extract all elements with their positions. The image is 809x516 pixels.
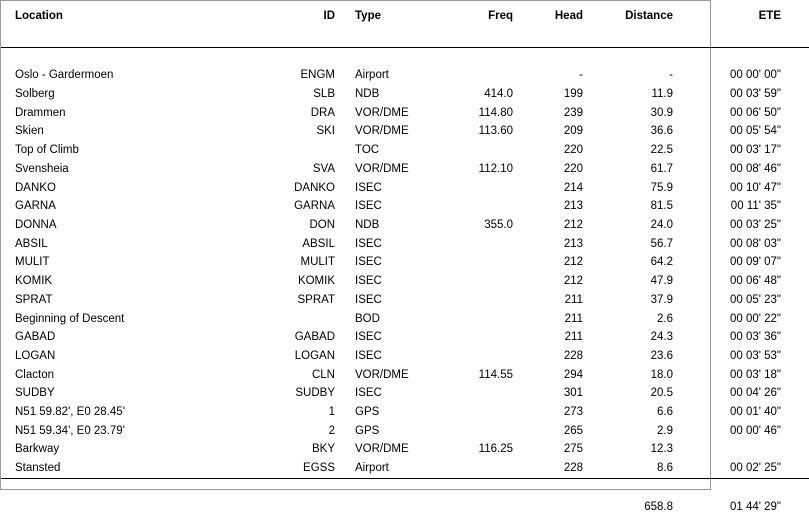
cell-head: 220 xyxy=(563,144,583,157)
table-row[interactable] xyxy=(1,85,809,104)
cell-freq xyxy=(439,235,521,254)
column-header-head: Head xyxy=(554,10,583,22)
cell-id: ENGM xyxy=(300,69,335,82)
cell-location: KOMIK xyxy=(15,275,53,288)
cell-location: MULIT xyxy=(15,256,50,269)
totals-location xyxy=(1,498,261,516)
cell-freq xyxy=(439,291,521,310)
totals-row xyxy=(1,498,809,516)
cell-location: Beginning of Descent xyxy=(15,312,125,325)
cell-distance: 30.9 xyxy=(650,106,673,119)
cell-ete: 00 05' 54" xyxy=(729,125,781,138)
cell-type: ISEC xyxy=(355,256,382,269)
table-row[interactable] xyxy=(1,160,809,179)
cell-freq xyxy=(439,253,521,272)
table-row[interactable] xyxy=(1,384,809,403)
cell-ete: 00 08' 03" xyxy=(729,237,781,250)
table-row[interactable] xyxy=(1,235,809,254)
cell-ete: 00 00' 46" xyxy=(729,424,781,437)
table-row[interactable] xyxy=(1,122,809,141)
table-row[interactable] xyxy=(1,422,809,441)
cell-head: 212 xyxy=(563,275,583,288)
cell-distance: - xyxy=(669,69,673,82)
cell-id: BKY xyxy=(311,443,335,456)
cell-type: VOR/DME xyxy=(355,443,409,456)
cell-freq: 113.60 xyxy=(478,125,513,138)
cell-freq xyxy=(439,197,521,216)
table-row[interactable] xyxy=(1,459,809,478)
cell-head: 212 xyxy=(563,219,583,231)
cell-location: N51 59.34', E0 23.79' xyxy=(15,424,125,437)
cell-freq xyxy=(439,179,521,198)
cell-type: NDB xyxy=(355,219,380,231)
totals-id xyxy=(261,498,343,516)
route-table-wrapper xyxy=(1,1,781,516)
cell-id: MULIT xyxy=(300,256,335,269)
cell-ete: 00 01' 40" xyxy=(729,406,781,419)
cell-freq: 116.25 xyxy=(478,443,513,456)
cell-id xyxy=(261,310,343,329)
cell-ete: 00 00' 00" xyxy=(729,69,781,82)
cell-head: - xyxy=(579,69,583,82)
cell-ete: 00 04' 26" xyxy=(729,387,781,400)
cell-id: 1 xyxy=(328,406,335,419)
cell-head: 228 xyxy=(563,462,583,475)
cell-id: SUDBY xyxy=(295,387,335,400)
cell-head: 265 xyxy=(563,424,583,437)
cell-type: VOR/DME xyxy=(355,125,409,138)
header-divider xyxy=(1,28,809,47)
cell-ete: 00 03' 18" xyxy=(729,368,781,381)
cell-head: 294 xyxy=(563,368,583,381)
header-spacer xyxy=(1,47,809,66)
column-header-location: Location xyxy=(15,10,63,22)
cell-id: SPRAT xyxy=(297,293,335,306)
cell-type: ISEC xyxy=(355,200,382,213)
table-row[interactable] xyxy=(1,66,809,85)
cell-location: ABSIL xyxy=(15,237,48,250)
table-row[interactable] xyxy=(1,440,809,459)
cell-distance: 11.9 xyxy=(651,88,673,101)
cell-location: SPRAT xyxy=(15,293,53,306)
cell-location: Oslo - Gardermoen xyxy=(15,69,114,82)
table-row[interactable] xyxy=(1,403,809,422)
totals-ete: 01 44' 29" xyxy=(729,500,781,513)
cell-freq xyxy=(439,141,521,160)
cell-freq: 112.10 xyxy=(478,162,513,175)
cell-ete: 00 06' 50" xyxy=(729,106,781,119)
cell-freq xyxy=(439,310,521,329)
table-row[interactable] xyxy=(1,141,809,160)
cell-type: BOD xyxy=(355,312,380,325)
cell-freq xyxy=(439,403,521,422)
cell-id: 2 xyxy=(328,424,335,437)
cell-distance: 24.0 xyxy=(650,219,673,231)
cell-ete: 00 02' 25" xyxy=(729,462,781,475)
cell-location: Clacton xyxy=(15,368,54,381)
cell-ete xyxy=(693,440,809,459)
cell-distance: 8.6 xyxy=(657,462,673,475)
cell-type: VOR/DME xyxy=(355,368,409,381)
cell-distance: 47.9 xyxy=(650,275,673,288)
cell-freq xyxy=(439,422,521,441)
cell-location: Top of Climb xyxy=(15,144,79,157)
cell-type: GPS xyxy=(355,424,380,437)
cell-location: Barkway xyxy=(15,443,60,456)
cell-distance: 22.5 xyxy=(650,144,673,157)
cell-head: 212 xyxy=(563,256,583,269)
cell-head: 275 xyxy=(563,443,583,456)
cell-ete: 00 10' 47" xyxy=(729,181,781,194)
cell-freq: 414.0 xyxy=(484,88,513,101)
cell-distance: 75.9 xyxy=(650,181,673,194)
table-row[interactable] xyxy=(1,179,809,198)
cell-freq: 355.0 xyxy=(484,219,513,231)
cell-type: ISEC xyxy=(355,349,382,362)
table-row[interactable] xyxy=(1,197,809,216)
cell-id: DRA xyxy=(310,106,335,119)
cell-freq xyxy=(439,347,521,366)
route-table-header xyxy=(1,10,809,28)
cell-id xyxy=(261,141,343,160)
cell-distance: 2.6 xyxy=(657,312,673,325)
cell-ete: 00 03' 17" xyxy=(729,144,781,157)
cell-distance: 18.0 xyxy=(650,368,673,381)
footer-divider xyxy=(1,478,809,497)
cell-id: DON xyxy=(309,219,335,231)
cell-head: 213 xyxy=(563,237,583,250)
cell-id: SVA xyxy=(312,162,335,175)
table-row[interactable] xyxy=(1,328,809,347)
cell-distance: 24.3 xyxy=(650,331,673,344)
cell-type: ISEC xyxy=(355,181,382,194)
cell-head: 228 xyxy=(563,349,583,362)
cell-distance: 2.9 xyxy=(657,424,673,437)
cell-type: ISEC xyxy=(355,237,382,250)
cell-type: Airport xyxy=(355,462,389,475)
cell-id: DANKO xyxy=(294,181,335,194)
column-header-distance: Distance xyxy=(625,10,673,22)
route-table-body xyxy=(1,28,809,516)
cell-type: ISEC xyxy=(355,293,382,306)
cell-id: SLB xyxy=(313,88,335,101)
cell-type: NDB xyxy=(355,88,380,101)
cell-id: ABSIL xyxy=(302,237,335,250)
cell-ete: 00 03' 59" xyxy=(729,88,781,101)
cell-ete: 00 05' 23" xyxy=(729,293,781,306)
cell-type: ISEC xyxy=(355,331,382,344)
cell-location: Stansted xyxy=(15,462,61,475)
cell-location: GABAD xyxy=(15,331,56,344)
cell-id: KOMIK xyxy=(297,275,335,288)
cell-distance: 23.6 xyxy=(650,349,673,362)
cell-location: DANKO xyxy=(15,181,56,194)
cell-type: TOC xyxy=(355,144,380,157)
cell-head: 209 xyxy=(563,125,583,138)
table-row[interactable] xyxy=(1,347,809,366)
cell-head: 220 xyxy=(563,162,583,175)
cell-location: GARNA xyxy=(15,200,56,213)
column-header-type: Type xyxy=(355,10,381,22)
table-row[interactable] xyxy=(1,253,809,272)
cell-distance: 37.9 xyxy=(650,293,673,306)
cell-head: 211 xyxy=(564,331,583,344)
cell-ete: 00 06' 48" xyxy=(729,275,781,288)
column-header-id: ID xyxy=(323,10,335,22)
cell-location: N51 59.82', E0 28.45' xyxy=(15,406,125,419)
cell-ete: 00 09' 07" xyxy=(729,256,781,269)
cell-ete: 00 11' 35" xyxy=(730,200,781,213)
cell-id: GABAD xyxy=(294,331,335,344)
cell-distance: 81.5 xyxy=(650,200,673,213)
cell-ete: 00 03' 53" xyxy=(729,349,781,362)
cell-head: 199 xyxy=(563,88,583,101)
cell-distance: 64.2 xyxy=(650,256,673,269)
cell-freq xyxy=(439,272,521,291)
cell-id: CLN xyxy=(311,368,335,381)
cell-head: 273 xyxy=(563,406,583,419)
cell-freq: 114.55 xyxy=(478,368,513,381)
table-row[interactable] xyxy=(1,310,809,329)
cell-freq: 114.80 xyxy=(478,106,513,119)
table-row[interactable] xyxy=(1,272,809,291)
cell-ete: 00 00' 22" xyxy=(729,312,781,325)
table-row[interactable] xyxy=(1,104,809,123)
cell-id: LOGAN xyxy=(294,349,335,362)
cell-location: Svensheia xyxy=(15,162,69,175)
cell-location: Skien xyxy=(15,125,44,138)
cell-location: LOGAN xyxy=(15,349,56,362)
cell-ete: 00 03' 36" xyxy=(729,331,781,344)
column-header-ete: ETE xyxy=(758,10,781,22)
cell-location: SUDBY xyxy=(15,387,55,400)
cell-distance: 12.3 xyxy=(650,443,673,456)
cell-type: Airport xyxy=(355,69,389,82)
cell-location: Solberg xyxy=(15,88,55,101)
cell-type: ISEC xyxy=(355,387,382,400)
totals-distance: 658.8 xyxy=(644,500,673,513)
table-row[interactable] xyxy=(1,216,809,235)
cell-location: DONNA xyxy=(15,219,57,231)
cell-type: VOR/DME xyxy=(355,162,409,175)
cell-freq xyxy=(439,66,521,85)
cell-head: 213 xyxy=(563,200,583,213)
cell-distance: 36.6 xyxy=(650,125,673,138)
totals-freq xyxy=(439,498,521,516)
table-row[interactable] xyxy=(1,291,809,310)
totals-head xyxy=(521,498,593,516)
cell-freq xyxy=(439,384,521,403)
cell-ete: 00 08' 46" xyxy=(729,162,781,175)
totals-type xyxy=(343,498,439,516)
cell-head: 211 xyxy=(564,293,583,306)
cell-type: VOR/DME xyxy=(355,106,409,119)
cell-ete: 00 03' 25" xyxy=(729,219,781,231)
cell-id: SKI xyxy=(316,125,335,138)
cell-distance: 56.7 xyxy=(650,237,673,250)
cell-freq xyxy=(439,459,521,478)
cell-head: 211 xyxy=(564,312,583,325)
cell-head: 214 xyxy=(563,181,583,194)
cell-distance: 6.6 xyxy=(657,406,673,419)
cell-head: 239 xyxy=(563,106,583,119)
cell-head: 301 xyxy=(563,387,583,400)
cell-distance: 61.7 xyxy=(650,162,673,175)
column-header-freq: Freq xyxy=(488,10,513,22)
route-table xyxy=(1,10,809,516)
cell-distance: 20.5 xyxy=(650,387,673,400)
table-header-row xyxy=(1,10,809,28)
cell-id: EGSS xyxy=(303,462,335,475)
cell-freq xyxy=(439,328,521,347)
cell-location: Drammen xyxy=(15,106,66,119)
cell-id: GARNA xyxy=(294,200,335,213)
cell-type: GPS xyxy=(355,406,380,419)
table-row[interactable] xyxy=(1,366,809,385)
cell-type: ISEC xyxy=(355,275,382,288)
